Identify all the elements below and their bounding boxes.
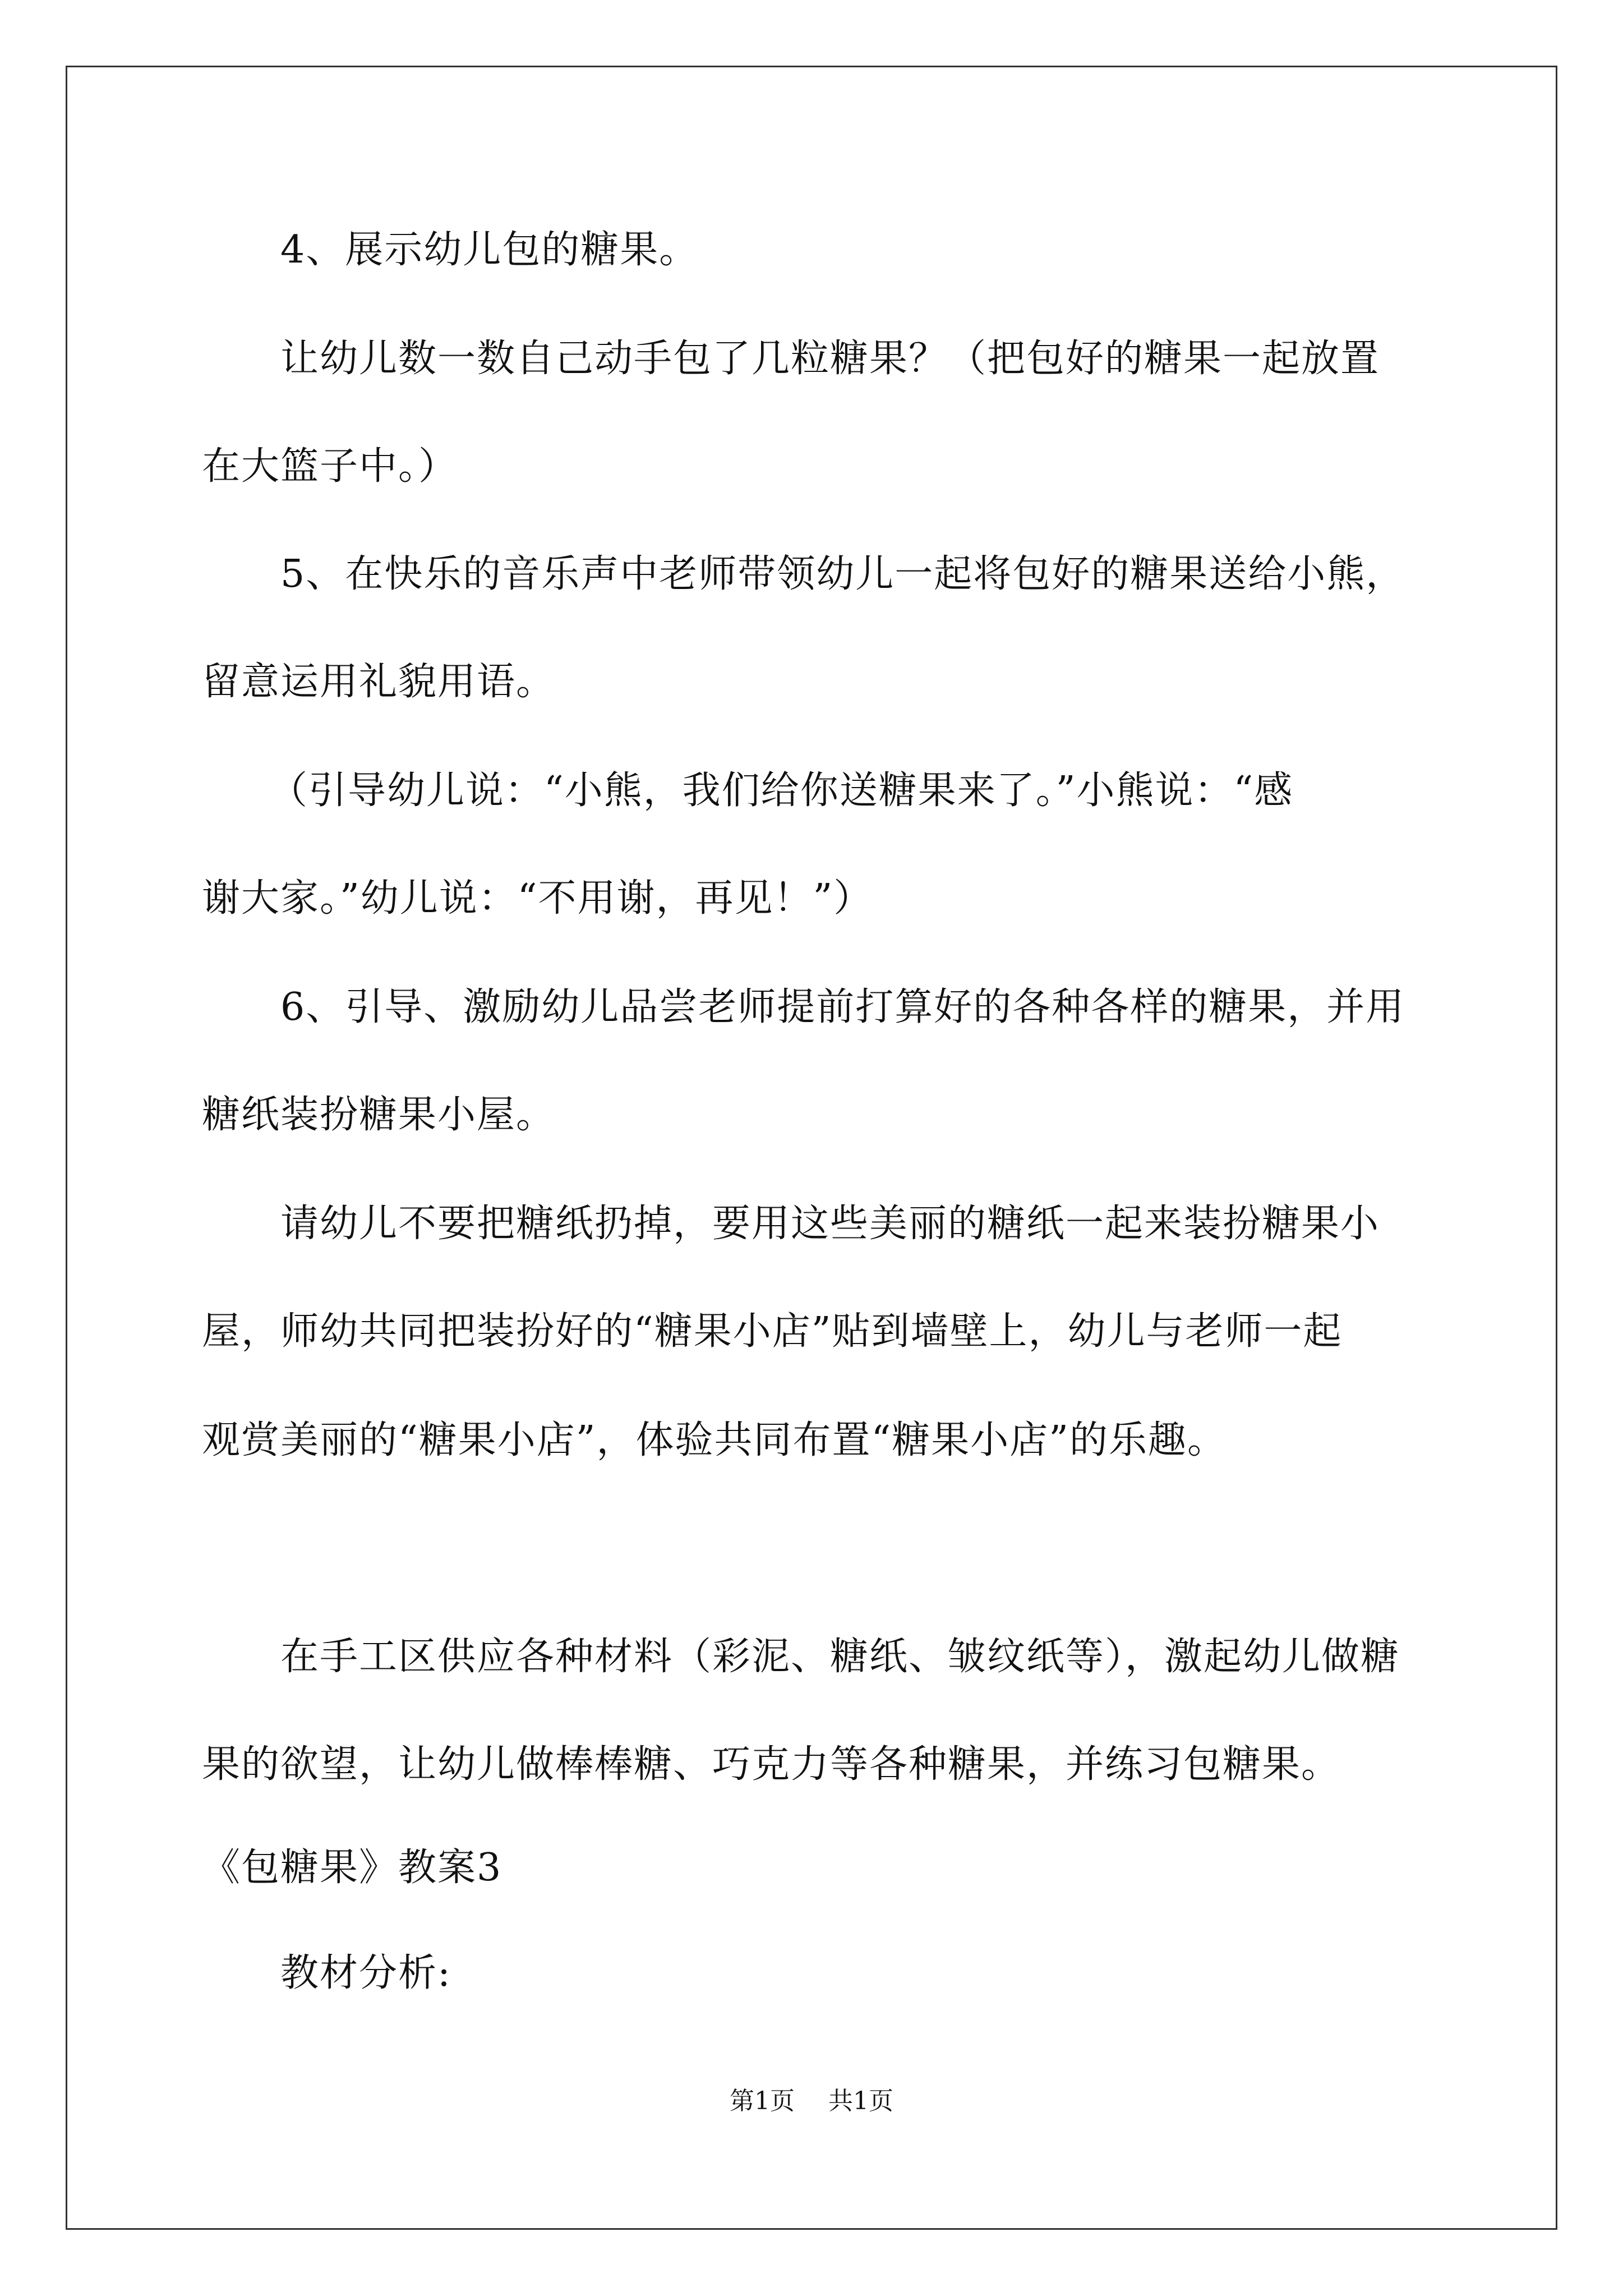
paragraph-line: 在大篮子中。） (202, 444, 458, 489)
page-border (66, 66, 1557, 2230)
paragraph-line: 在手工区供应各种材料（彩泥、糖纸、皱纹纸等），激起幼儿做糖 (280, 1635, 1400, 1679)
paragraph-line: 谢大家。”幼儿说：“不用谢，再见！”） (202, 876, 873, 921)
paragraph-line: 请幼儿不要把糖纸扔掉，要用这些美丽的糖纸一起来装扮糖果小 (280, 1202, 1380, 1246)
paragraph-line: 糖纸装扮糖果小屋。 (202, 1093, 556, 1137)
paragraph-line: （引导幼儿说：“小熊，我们给你送糖果来了。”小熊说：“感 (269, 769, 1294, 813)
paragraph-line: 教材分析: (280, 1951, 451, 1995)
paragraph-line: 果的欲望，让幼儿做棒棒糖、巧克力等各种糖果，并练习包糖果。 (202, 1742, 1341, 1787)
paragraph-line: 留意运用礼貌用语。 (202, 660, 556, 704)
paragraph-line: 4、展示幼儿包的糖果。 (280, 228, 699, 272)
paragraph-line: 观赏美丽的“糖果小店”，体验共同布置“糖果小店”的乐趣。 (202, 1418, 1227, 1462)
paragraph-line: 让幼儿数一数自己动手包了几粒糖果？（把包好的糖果一起放置 (280, 337, 1380, 381)
page-footer (0, 2089, 1623, 2114)
page-number-total: 共1页 (828, 2087, 893, 2115)
paragraph-line: 5、在快乐的音乐声中老师带领幼儿一起将包好的糖果送给小熊， (280, 552, 1405, 596)
page-number-current: 第1页 (730, 2087, 795, 2115)
paragraph-line: 屋，师幼共同把装扮好的“糖果小店”贴到墙壁上，幼儿与老师一起 (202, 1309, 1343, 1354)
paragraph-line: 6、引导、激励幼儿品尝老师提前打算好的各种各样的糖果，并用 (280, 985, 1405, 1029)
section-heading: 《包糖果》教案3 (202, 1846, 502, 1890)
